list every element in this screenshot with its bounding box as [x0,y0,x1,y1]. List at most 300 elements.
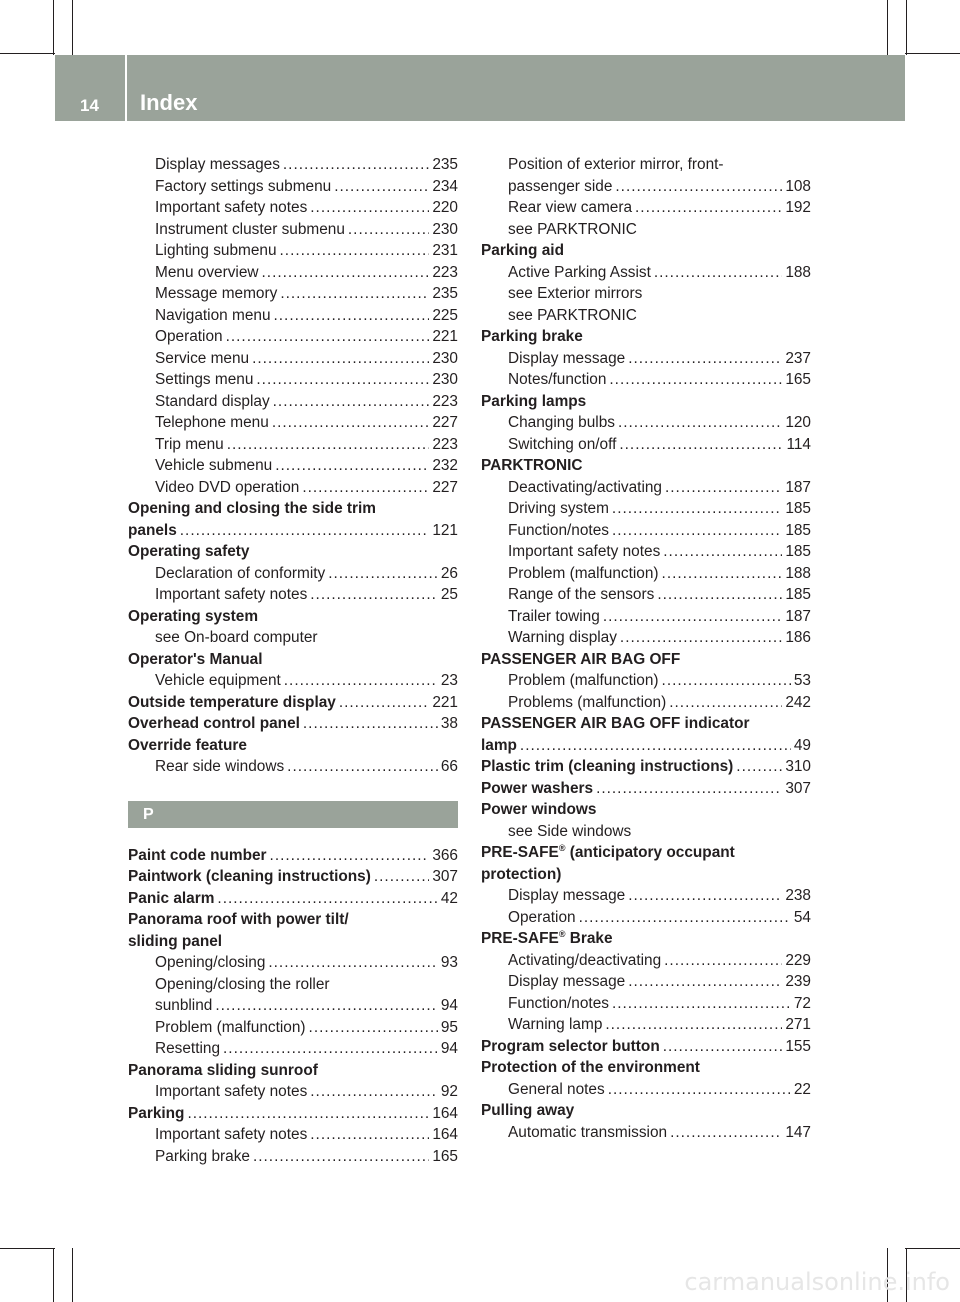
entry-label [128,909,349,931]
entry-label-text: sunblind [155,997,213,1014]
entry-page-number: 72 [793,994,811,1012]
dot-leader [615,176,782,198]
entry-label [481,1100,574,1122]
index-subentry [481,197,811,219]
entry-page-number: 307 [785,779,811,797]
index-subentry [128,348,458,370]
entry-label-text: Position of exterior mirror, front- [508,156,724,173]
entry-row [508,412,811,434]
entry-label-text: Automatic transmission [508,1123,668,1141]
dot-leader [612,993,791,1015]
entry-label [155,154,280,176]
entry-label [508,1122,667,1144]
entry-page-number: 38 [440,715,458,732]
entry-row [128,606,458,628]
entry-row [481,928,811,950]
entry-page-number: 165 [785,371,811,388]
entry-row [128,692,458,714]
index-entry [481,391,811,413]
entry-page-number: 271 [785,1016,811,1033]
entry-label [155,305,271,327]
entry-label-text: Power washers [481,779,594,797]
entry-label [508,305,637,327]
entry-label-text: Override feature [128,736,247,754]
entry-label-text: Outside temperature display [128,693,336,711]
entry-label-text: panels [128,521,177,539]
entry-row [508,627,811,649]
entry-label-text: Lighting submenu [155,242,277,259]
crop-mark [905,53,960,54]
entry-label-text: protection) [481,865,562,883]
dot-leader [662,563,783,585]
entry-label [481,391,586,413]
index-subentry [481,520,811,542]
entry-row [155,627,458,649]
index-subentry [481,477,811,499]
index-entry [128,735,458,757]
index-entries-left-top [128,154,458,778]
entry-row [128,713,458,735]
entry-label-text: Factory settings submenu [155,177,332,195]
entry-label [128,713,300,735]
entry-row [508,219,811,241]
index-subentry [128,262,458,284]
entry-label [508,971,625,993]
dot-leader [215,995,438,1017]
index-subentry [128,670,458,692]
entry-row [481,864,811,886]
entry-row [481,778,811,800]
entry-row [508,498,811,520]
dot-leader [520,735,791,757]
entry-label [508,1014,602,1036]
entry-label-text: (anticipatory occupant [565,844,735,861]
entry-label [128,692,336,714]
entry-label-text: Trailer towing [508,607,600,625]
entry-label-text: Range of the sensors [508,586,655,603]
entry-label-text: Switching on/off [508,435,617,453]
entry-label [155,995,212,1017]
dot-leader [252,348,429,370]
entry-row [508,907,811,929]
index-entry [128,649,458,671]
entry-label [508,541,660,563]
entry-row [155,283,458,305]
entry-label-text: Instrument cluster submenu [155,220,345,238]
entry-label-text: Parking brake [155,1147,250,1165]
entry-row [481,455,811,477]
entry-row [508,154,811,176]
entry-page-number: 66 [440,758,458,775]
entry-row [155,974,458,996]
entry-page-number: 26 [440,564,458,582]
entry-label [481,1036,660,1058]
entry-row [481,391,811,413]
entry-label-text: Active Parking Assist [508,263,651,281]
entry-row [481,799,811,821]
entry-label [508,606,600,628]
entry-label [481,864,561,886]
header-divider [125,55,127,121]
entry-label-text: Pulling away [481,1102,575,1119]
dot-leader [223,1038,438,1060]
entry-label-text: Problem (malfunction) [508,672,659,689]
index-entry [481,778,811,800]
index-subentry [481,283,811,305]
index-entry [481,326,811,348]
dot-leader [608,1079,791,1101]
entry-label-text: Trip menu [155,435,224,453]
entry-label-text: Paintwork (cleaning instructions) [128,868,371,885]
entry-row [128,866,458,888]
entry-row [155,197,458,219]
entry-label [155,1124,307,1146]
entry-label [481,649,680,671]
index-entry [481,735,811,757]
entry-label [508,412,615,434]
entry-row [508,1122,811,1144]
index-subentry [481,348,811,370]
entry-label [155,197,307,219]
entry-page-number: 185 [785,543,811,560]
dot-leader [275,455,429,477]
dot-leader [609,369,782,391]
entry-label-text: Panic alarm [128,889,215,907]
index-subentry [481,821,811,843]
index-subentry [481,971,811,993]
entry-row [128,909,458,931]
entry-label-text: Operating safety [128,543,250,560]
entry-label [155,952,265,974]
entry-row [481,1100,811,1122]
entry-label [155,1146,250,1168]
entry-label-text: sliding panel [128,932,223,950]
entry-label [508,434,616,456]
index-subentry [128,1081,458,1103]
entry-label [481,756,733,778]
entry-row [508,993,811,1015]
entry-label-text: Parking [128,1104,185,1122]
entry-label-text: see PARKTRONIC [508,306,637,324]
entry-row [128,498,458,520]
dot-leader [256,369,429,391]
dot-leader [654,262,782,284]
entry-row [481,713,811,735]
entry-row [481,842,811,864]
entry-page-number: 366 [432,846,458,864]
entry-label-text: Panorama sliding sunroof [128,1061,318,1079]
entry-label-text: PASSENGER AIR BAG OFF indicator [481,715,750,732]
entry-row [155,477,458,499]
index-subentry [481,563,811,585]
entry-label [155,1081,307,1103]
entry-label [481,1057,700,1079]
entry-row [128,541,458,563]
dot-leader [628,348,782,370]
index-entry [128,606,458,628]
entry-row [155,1081,458,1103]
entry-label-text: Rear view camera [508,199,633,216]
entry-label-text: Brake [565,930,613,947]
entry-page-number: 242 [785,693,811,711]
entry-label-text: Opening/closing [155,954,266,971]
entry-label [508,477,662,499]
dot-leader [620,627,782,649]
entry-label [128,1060,318,1082]
entry-row [128,649,458,671]
entry-label-text: General notes [508,1080,605,1098]
entry-label-text: Important safety notes [508,543,661,560]
entry-label [155,974,330,996]
entry-label-text: Activating/deactivating [508,951,662,969]
entry-label [155,412,269,434]
dot-leader [605,1014,782,1036]
entry-row [508,584,811,606]
dot-leader [187,1103,429,1125]
entry-label-text: see Exterior mirrors [508,285,643,302]
entry-label-text: Display message [508,887,626,904]
entry-label [155,283,277,305]
entry-row [508,950,811,972]
entry-row [128,1060,458,1082]
entry-label [155,262,259,284]
entry-label [508,262,651,284]
dot-leader [287,756,438,778]
entry-label [128,1103,184,1125]
entry-row [155,756,458,778]
entry-label [155,670,281,692]
entry-label-text: Overhead control panel [128,715,300,732]
entry-row [155,995,458,1017]
dot-leader [619,434,783,456]
entry-page-number: 147 [785,1123,811,1141]
entry-row [481,756,811,778]
entry-label [155,1017,306,1039]
entry-row [155,219,458,241]
index-subentry [128,1038,458,1060]
entry-row [155,412,458,434]
entry-row [508,1079,811,1101]
entry-label-text: PARKTRONIC [481,457,583,474]
entry-label-text: Driving system [508,500,609,517]
entry-row [155,391,458,413]
index-subentry [128,1124,458,1146]
index-entries-left-bottom [128,845,458,1168]
entry-label-text: Paint code number [128,846,267,864]
entry-row [155,670,458,692]
crop-mark [905,1248,960,1249]
entry-row [508,541,811,563]
entry-row [155,240,458,262]
index-entries-right [481,154,811,1143]
index-entry [128,520,458,542]
dot-leader [736,756,782,778]
entry-label [481,455,582,477]
entry-label-text: Declaration of conformity [155,564,326,582]
index-entry [481,799,811,821]
entry-row [508,197,811,219]
entry-label [155,756,284,778]
dot-leader [274,305,430,327]
entry-label [508,563,659,585]
entry-row [508,283,811,305]
entry-page-number: 187 [785,478,811,496]
entry-label [481,928,613,950]
entry-label [155,584,307,606]
index-subentry [128,283,458,305]
entry-row [481,326,811,348]
entry-label [481,713,750,735]
index-subentry [481,498,811,520]
dot-leader [280,283,429,305]
entry-label [128,606,258,628]
entry-page-number: 114 [786,435,811,453]
dot-leader [310,1081,438,1103]
entry-row [508,305,811,327]
index-subentry [481,606,811,628]
dot-leader [374,866,429,888]
crop-mark [0,53,55,54]
index-subentry [128,154,458,176]
dot-leader [663,1036,783,1058]
entry-label [155,434,224,456]
entry-page-number: 192 [785,199,811,216]
index-subentry [481,584,811,606]
index-subentry [128,455,458,477]
entry-label [508,670,659,692]
index-subentry [128,1017,458,1039]
dot-leader [284,670,438,692]
entry-page-number: 53 [793,672,811,689]
dot-leader [302,477,429,499]
entry-label [508,283,642,305]
entry-page-number: 93 [440,954,458,971]
entry-page-number: 223 [432,435,458,453]
entry-page-number: 225 [432,306,458,324]
entry-label-text: Changing bulbs [508,414,615,431]
entry-label [508,348,625,370]
entry-label-text: Resetting [155,1040,221,1057]
dot-leader [310,584,438,606]
entry-page-number: 120 [785,414,811,431]
entry-label [508,584,654,606]
index-subentry [481,950,811,972]
index-subentry [128,995,458,1017]
entry-label-text: Settings menu [155,371,254,388]
index-subentry [481,541,811,563]
entry-page-number: 25 [440,586,458,603]
dot-leader [348,219,429,241]
index-subentry [128,391,458,413]
dot-leader [635,197,782,219]
index-entry [481,240,811,262]
entry-label [155,219,345,241]
crop-mark [53,0,54,55]
entry-page-number: 186 [785,629,811,646]
index-entry [481,455,811,477]
entry-page-number: 164 [432,1104,458,1122]
entry-page-number: 108 [785,177,811,195]
entry-label [155,240,277,262]
entry-label-text: Navigation menu [155,306,271,324]
entry-row [128,1103,458,1125]
entry-label [128,888,214,910]
entry-label [508,498,609,520]
entry-page-number: 187 [785,607,811,625]
index-subentry [481,1122,811,1144]
entry-label-text: Display message [508,973,626,990]
entry-page-number: 92 [440,1083,458,1100]
entry-page-number: 220 [432,199,458,216]
entry-row [128,931,458,953]
entry-row [508,606,811,628]
dot-leader [273,391,430,413]
entry-label [155,326,223,348]
dot-leader [280,240,430,262]
entry-page-number: 234 [432,177,458,195]
entry-label [508,885,625,907]
entry-page-number: 307 [432,868,458,885]
entry-label-text: Parking brake [481,328,583,345]
entry-label [481,799,596,821]
index-entry [481,756,811,778]
entry-row [155,563,458,585]
section-title: Index [140,90,198,115]
dot-leader [227,434,430,456]
index-subentry [481,412,811,434]
entry-label-text: Operation [508,908,576,926]
entry-label [155,477,299,499]
index-subentry [128,563,458,585]
entry-label [128,498,376,520]
entry-label-text: Important safety notes [155,1126,308,1143]
dot-leader [334,176,429,198]
entry-row [155,369,458,391]
entry-label [155,627,318,649]
entry-page-number: 227 [432,478,458,496]
dot-leader [612,498,782,520]
dot-leader [339,692,429,714]
index-subentry [481,176,811,198]
index-subentry [128,952,458,974]
entry-row [155,154,458,176]
entry-label [481,240,564,262]
entry-row [155,1146,458,1168]
index-subentry [128,756,458,778]
index-subentry [481,434,811,456]
index-entry [481,1100,811,1122]
entry-row [508,477,811,499]
dot-leader [664,950,782,972]
entry-label [481,778,593,800]
dot-leader [272,412,430,434]
entry-page-number: 235 [432,285,458,302]
entry-label-text: Problems (malfunction) [508,693,667,711]
entry-page-number: 238 [785,887,811,904]
entry-label [128,541,249,563]
entry-row [155,1124,458,1146]
index-entry [128,909,458,931]
entry-label [155,1038,220,1060]
index-column-left [128,154,458,1167]
entry-label-text: PRE-SAFE [481,844,559,861]
entry-label [508,993,609,1015]
entry-row [155,1017,458,1039]
entry-label [508,219,637,241]
entry-label-text: Problem (malfunction) [155,1018,306,1036]
entry-label-text: Service menu [155,349,250,367]
entry-label-text: Notes/function [508,371,607,388]
